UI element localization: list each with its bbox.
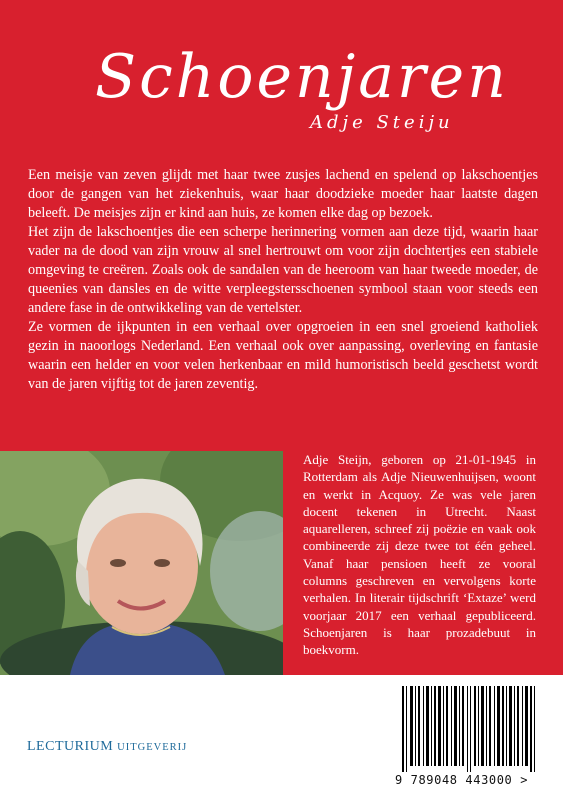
- blurb-paragraph: Een meisje van zeven glijdt met haar twee zusjes lachend en spelend op lakschoentjes door de gangen van het ziekenhuis, waar haar doodzieke moeder haar laatste dagen beleeft. De meisjes zijn er kind aan huis, ze komen elke dag op bezoek.: [28, 167, 538, 221]
- author-portrait-image: [0, 451, 283, 675]
- publisher-subtitle: UITGEVERIJ: [117, 742, 188, 753]
- author-signature: Adje Steiju: [310, 112, 454, 133]
- author-photo: [0, 451, 283, 675]
- isbn-number: 9 789048 443000 >: [395, 773, 529, 787]
- blurb-paragraph: Het zijn de lakschoentjes die een scherpe herinnering vormen aan deze tijd, waarin haar vader na de dood van zijn vrouw al snel hertrouwt om voor zijn dochtertjes een stabiele omgeving te creëren. Zoals ook de sandalen van de heeroom van haar tweede moeder, de queenies van dansles en de witte verpleegstersschoenen symbool staan voor steeds een andere fase in de ontwikkeling van de vertelster.: [28, 224, 538, 316]
- author-bio: Adje Steijn, geboren op 21-01-1945 in Rotterdam als Adje Nieuwenhuijsen, woont en werkt in Acquoy. Ze was vele jaren docent tekenen in Utrecht. Naast aquarelleren, schreef zij poëzie en vaak ook combineerde zij deze twee tot één geheel. Vanaf haar pensioen heeft ze vooral columns geschreven en vervolgens korte verhalen. In literair tijdschrift ‘Extaze’ werd voorjaar 2017 een verhaal gepubliceerd. Schoenjaren is haar prozadebuut in boekvorm.: [303, 452, 536, 658]
- book-blurb: [28, 166, 538, 394]
- publisher-logo: [27, 739, 187, 755]
- barcode-bars: [388, 686, 556, 774]
- book-title: Schoenjaren: [95, 42, 509, 112]
- blurb-paragraph: Ze vormen de ijkpunten in een verhaal over opgroeien in een snel groeiend katholiek gezin in naoorlogs Nederland. Een verhaal ook over aanpassing, overleving en fantasie waarin een helder en voor velen herkenbaar en mild humoristisch beeld geschetst wordt van de jaren vijftig tot de jaren zeventig.: [28, 319, 538, 392]
- publisher-name: LECTURIUM: [27, 739, 114, 754]
